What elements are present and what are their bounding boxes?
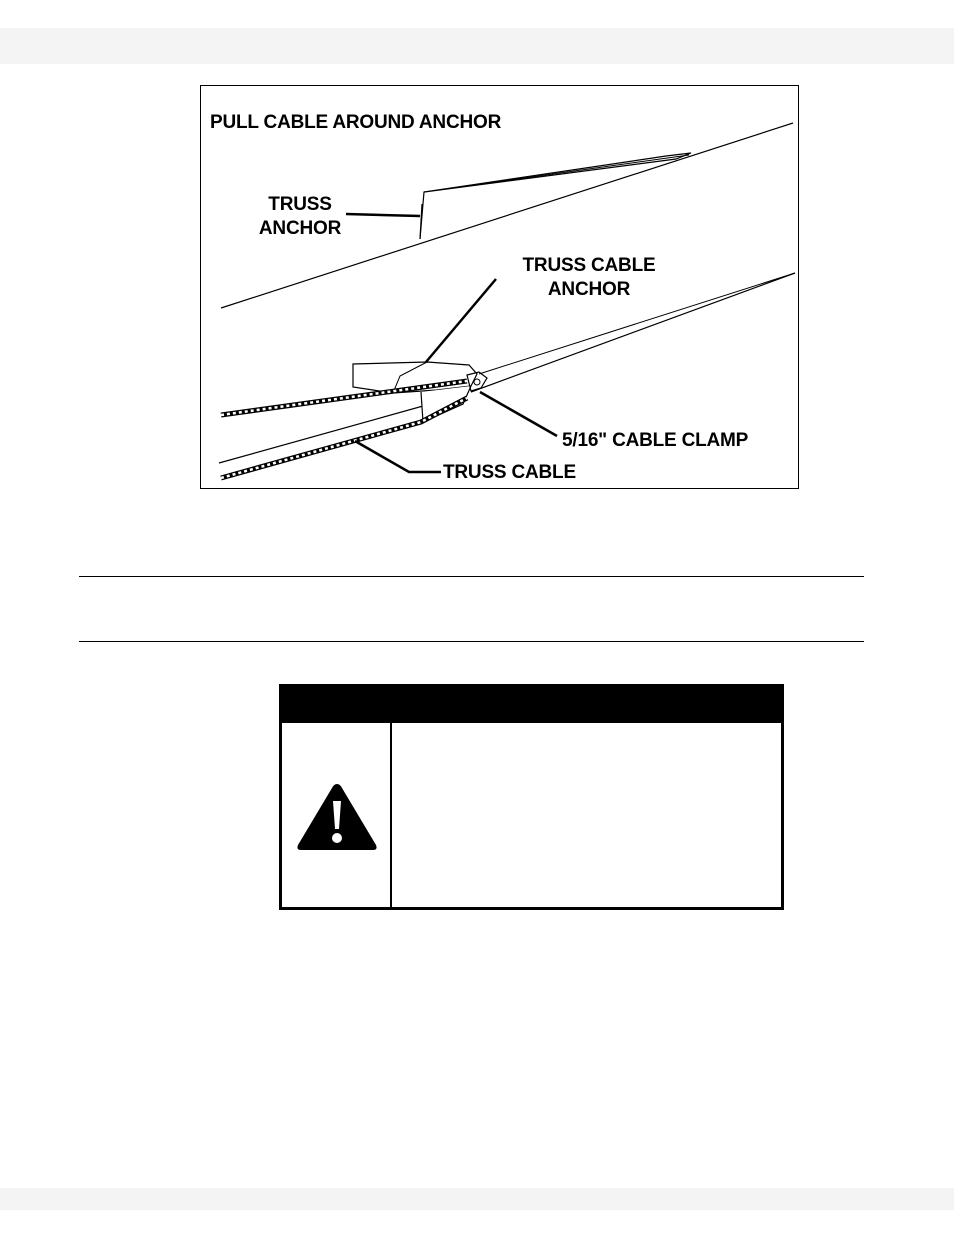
footer-band [0,1188,954,1210]
section-rule-top [79,576,864,577]
cable-anchor-label-line1: TRUSS CABLE [522,255,656,276]
warning-divider [390,723,392,907]
figure-title: PULL CABLE AROUND ANCHOR [210,112,502,133]
header-band [0,28,954,64]
cable-anchor-label-line2: ANCHOR [547,279,631,300]
truss-anchor-label-line2: ANCHOR [258,218,342,239]
truss-cable-label: TRUSS CABLE [443,462,576,483]
truss-cable-figure [200,85,799,489]
warning-box [279,684,784,910]
warning-header [282,687,781,723]
truss-anchor-label-line1: TRUSS [268,194,332,215]
warning-triangle-icon [295,781,379,858]
section-rule-bottom [79,641,864,642]
cable-clamp-label: 5/16" CABLE CLAMP [562,430,749,451]
